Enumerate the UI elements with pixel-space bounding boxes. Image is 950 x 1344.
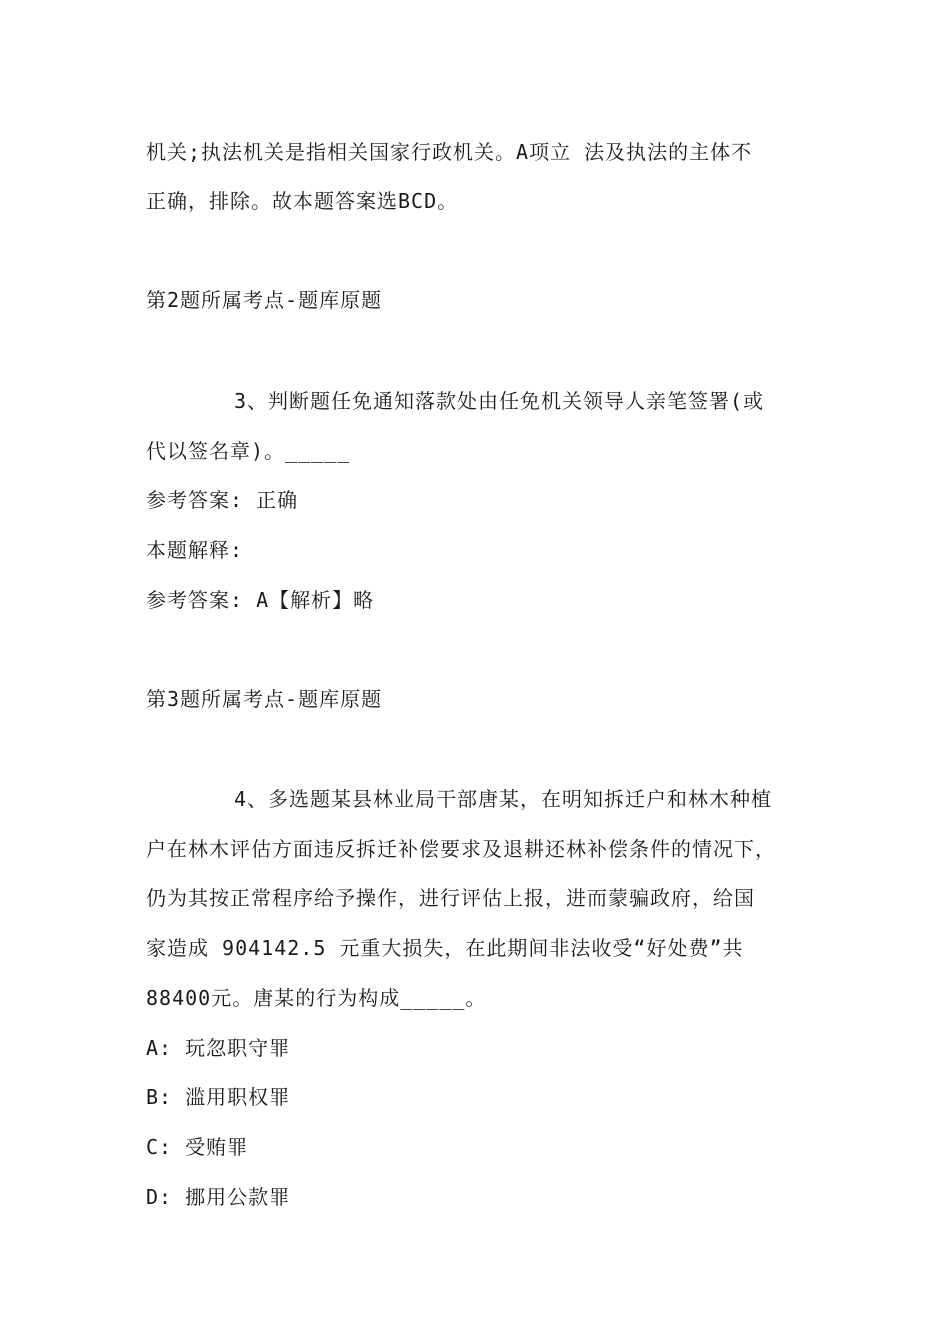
q4-stem-line-2: 户在林木评估方面违反拆迁补偿要求及退耕还林补偿条件的情况下，	[146, 837, 776, 861]
q3-answer: 参考答案: 正确	[146, 488, 299, 512]
q2-topic: 第2题所属考点-题库原题	[146, 288, 383, 312]
q4-stem-line-4: 家造成 904142.5 元重大损失，在此期间非法收受“好处费”共	[146, 936, 744, 960]
q3-explanation: 参考答案: A【解析】略	[146, 588, 375, 612]
q3-explanation-label: 本题解释:	[146, 538, 244, 562]
q4-stem-line-5: 88400元。唐某的行为构成_____。	[146, 986, 487, 1010]
prev-explanation-line-1: 机关;执法机关是指相关国家行政机关。A项立 法及执法的主体不	[146, 140, 753, 164]
q3-stem-line-1: 3、判断题任免通知落款处由任免机关领导人亲笔签署(或	[234, 389, 765, 413]
q4-stem-line-1: 4、多选题某县林业局干部唐某，在明知拆迁户和林木种植	[234, 787, 773, 811]
q3-topic: 第3题所属考点-题库原题	[146, 687, 383, 711]
q4-option-d: D: 挪用公款罪	[146, 1185, 291, 1209]
q3-stem-line-2: 代以签名章)。_____	[146, 439, 351, 463]
prev-explanation-line-2: 正确，排除。故本题答案选BCD。	[146, 189, 459, 213]
q4-option-c: C: 受贿罪	[146, 1135, 249, 1159]
q4-stem-line-3: 仍为其按正常程序给予操作，进行评估上报，进而蒙骗政府，给国	[146, 886, 755, 910]
q4-option-a: A: 玩忽职守罪	[146, 1036, 291, 1060]
q4-option-b: B: 滥用职权罪	[146, 1085, 291, 1109]
